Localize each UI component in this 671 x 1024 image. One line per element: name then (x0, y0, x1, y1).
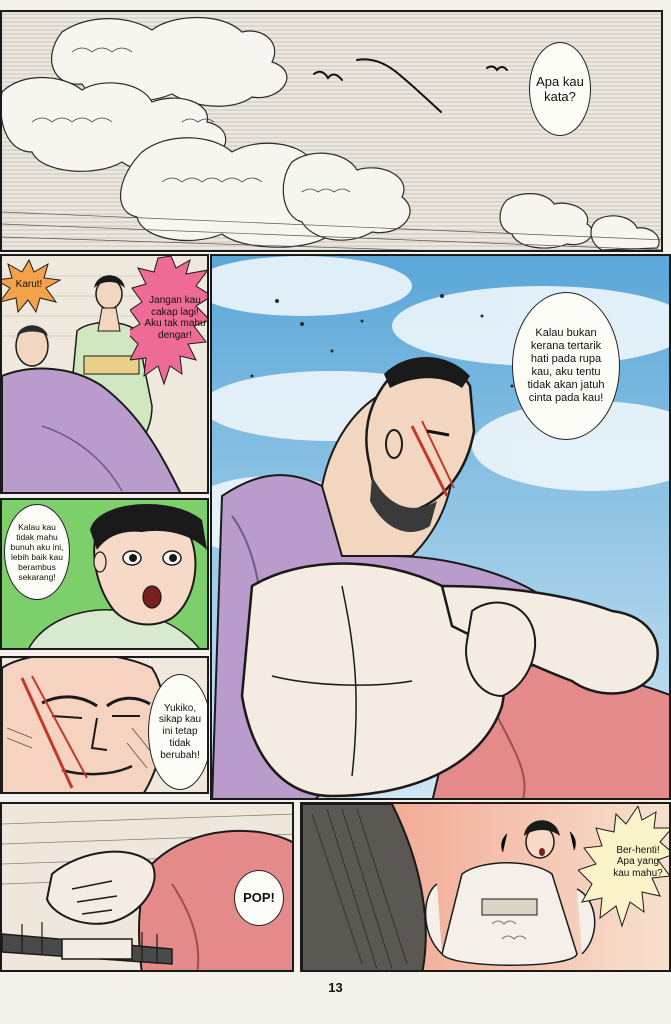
burst-jangan-text: Jangan kau cakap lagi! Aku tak mahu dengar! (144, 295, 206, 341)
bubble-text: Kalau kau tidak mahu bunuh aku ini, lebih baik kau berambus sekarang! (10, 521, 64, 583)
panel-scarred-face (0, 656, 209, 794)
burst-karut-text: Karut! (15, 279, 43, 291)
speech-bubble-kalau-bukan (512, 292, 620, 440)
burst-berhenti-text: Ber-henti! Apa yang kau mahu? (613, 844, 663, 879)
speech-bubble-kalau-kau-tidak-mahu (4, 504, 70, 600)
sfx-text: POP! (243, 890, 275, 906)
panel-woman-kimono (300, 802, 671, 972)
sfx-pop (234, 870, 284, 926)
bubble-text: Kalau bukan kerana tertarik hati pada rupa kau, aku tentu tidak akan jatuh cinta pada kau! (527, 327, 605, 404)
bubble-text: Yukiko, sikap kau ini tetap tidak berubah! (158, 702, 202, 761)
panel-belt (0, 802, 294, 972)
speech-bubble-yukiko (148, 674, 209, 790)
page-number: 13 (328, 980, 343, 995)
panel-woman-closeup (0, 498, 209, 650)
panel-warrior (210, 254, 671, 800)
panel-woman-standing (0, 254, 209, 494)
bubble-text: Apa kau kata? (536, 73, 584, 104)
panel-sky (0, 10, 663, 252)
speech-bubble-apa-kau-kata (529, 42, 591, 136)
